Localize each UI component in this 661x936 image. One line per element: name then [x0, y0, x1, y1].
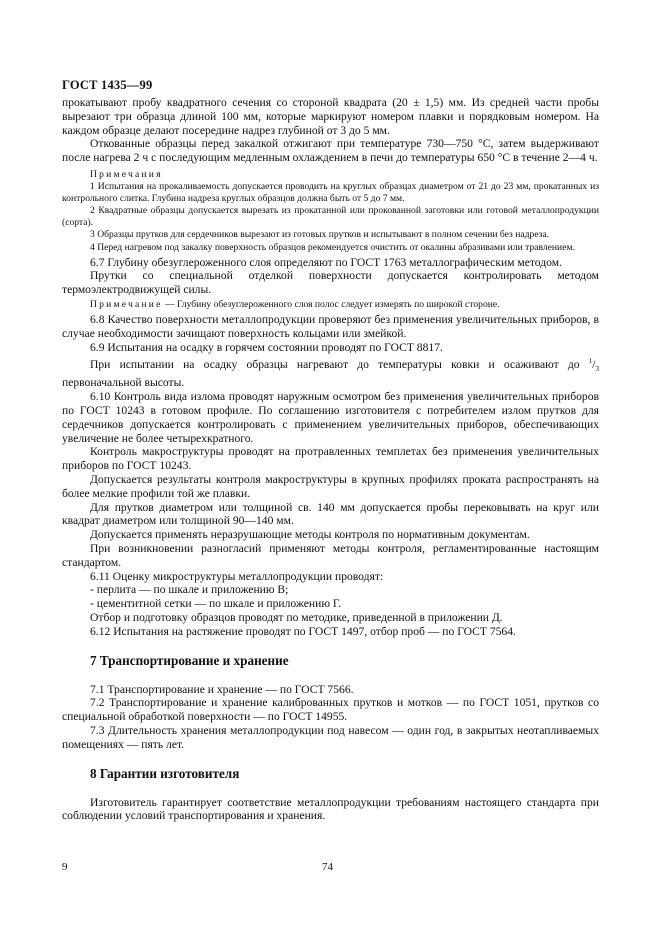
note-text: — Глубину обезуглероженного слоя полос следует измерять по широкой стороне. — [162, 299, 500, 311]
paragraph-7-2: 7.2 Транспортирование и хранение калиброванных прутков и мотков — по ГОСТ 1051, прутков со специальной обработкой поверхности — по ГОСТ 14955. — [62, 696, 599, 724]
paragraph-8: Изготовитель гарантирует соответствие металлопродукции требованиям настоящего стандарта при соблюдении условий транспортирования и хранения. — [62, 795, 599, 823]
note-1: 1 Испытания на прокаливаемость допускается проводить на круглых образцах диаметром от 21 до 23 мм, прокатанных из контрольного слитка. Глубина надреза круглых образцов должна быть от 5 до 7 мм. — [62, 181, 599, 205]
section-7-title: 7 Транспортирование и хранение — [90, 652, 289, 668]
paragraph-6-11: 6.11 Оценку микроструктуры металлопродукции проводят: — [90, 569, 384, 583]
note-decarburized-layer — [62, 299, 599, 311]
paragraph-6-10: 6.10 Контроль вида излома проводят наружным осмотром без применения увеличительных приборов по ГОСТ 10243 в готовом профиле. По соглашению изготовителя с потребителем излом прутков для сердечников допускается контролировать с применением увеличительных приборов, обеспечивающих увеличение не более четырехкратного. — [62, 390, 599, 445]
paragraph-6-10-ndt: Допускается применять неразрушающие методы контроля по нормативным документам. — [90, 528, 530, 542]
note-2: 2 Квадратные образцы допускается вырезать из прокатанной или прокованной заготовки или готовой металлопродукции (сорта). — [62, 205, 599, 229]
list-item-cementite: - цементитной сетки — по шкале и приложению Г. — [90, 597, 342, 611]
document-body — [62, 96, 599, 823]
paragraph-6-10-profiles: Допускается результаты контроля макроструктуры в крупных профилях проката распространять на более мелкие профили той же плавки. — [62, 473, 599, 500]
fraction-numerator: 1 — [588, 356, 593, 365]
document-header: ГОСТ 1435—99 — [62, 78, 153, 92]
paragraph-6-8: 6.8 Качество поверхности металлопродукции проверяют без применения увеличительных приборов, в случае необходимости зачищают поверхность кольцами или змейкой. — [62, 313, 599, 340]
paragraph-7-1: 7.1 Транспортирование и хранение — по ГОСТ 7566. — [90, 682, 354, 696]
fraction-denominator: 3 — [595, 364, 599, 373]
paragraph-6-10-macro: Контроль макроструктуры проводят на протравленных темплетах без применения увеличительных приборов по ГОСТ 10243. — [62, 445, 599, 473]
upsetting-text-start: При испытании на осадку образцы нагревают до температуры ковки и осаживают до — [90, 357, 589, 371]
paragraph-6-7-thermo: Прутки со специальной отделкой поверхности допускается контролировать методом термоэлектродвижущей силы. — [62, 269, 599, 297]
paragraph-sample-preparation: прокатывают пробу квадратного сечения со стороной квадрата (20 ± 1,5) мм. Из средней части пробы вырезают три образца длиной 100 мм, которые маркируют номером плавки и порядковым номером. На каждом образце делают посередине надрез глубиной от 3 до 5 мм. — [62, 96, 599, 137]
paragraph-6-12: 6.12 Испытания на растяжение проводят по ГОСТ 1497, отбор проб — по ГОСТ 7564. — [90, 624, 516, 638]
upsetting-text-end: первоначальной высоты. — [62, 376, 185, 390]
paragraph-6-10-disputes: При возникновении разногласий применяют методы контроля, регламентированные настоящим стандартом. — [62, 542, 599, 569]
paragraph-6-11-sampling: Отбор и подготовку образцов проводят по методике, приведенной в приложении Д. — [90, 611, 503, 625]
note-4: 4 Перед нагревом под закалку поверхность образцов рекомендуется очистить от окалины абразивами или травлением. — [90, 241, 575, 253]
section-8-title: 8 Гарантии изготовителя — [90, 765, 240, 781]
list-item-perlite: - перлита — по шкале и приложению В; — [90, 583, 289, 597]
paragraph-7-3: 7.3 Длительность хранения металлопродукции под навесом — один год, в закрытых неотапливаемых помещениях — пять лет. — [62, 724, 599, 751]
paragraph-6-7: 6.7 Глубину обезуглероженного слоя определяют по ГОСТ 1763 металлографическим методом. — [90, 255, 562, 269]
paragraph-6-9: 6.9 Испытания на осадку в горячем состоянии проводят по ГОСТ 8817. — [90, 340, 443, 354]
paragraph-6-10-forging: Для прутков диаметром или толщиной св. 140 мм допускается пробы перековывать на круг или квадрат диаметром или толщиной 90—140 мм. — [62, 500, 599, 528]
paragraph-6-9-upsetting: При испытании на осадку образцы нагревают до температуры ковки и осаживают до $^1/_3$ первоначальной высоты. — [62, 356, 599, 390]
note-3: 3 Образцы прутков для сердечников вырезают из готовых прутков и испытывают в полном сечении без надреза. — [90, 229, 550, 241]
paragraph-annealing: Откованные образцы перед закалкой отжигают при температуре 730—750 °С, затем выдерживают после нагрева 2 ч с последующим медленным охлаждением в печи до температуры 650 °С в течение 2—4 ч. — [62, 137, 599, 165]
footer-number: 9 — [62, 861, 68, 873]
note-label: Примечание — [90, 299, 163, 311]
notes-heading: Примечания — [90, 168, 163, 180]
page-number: 74 — [322, 861, 333, 873]
